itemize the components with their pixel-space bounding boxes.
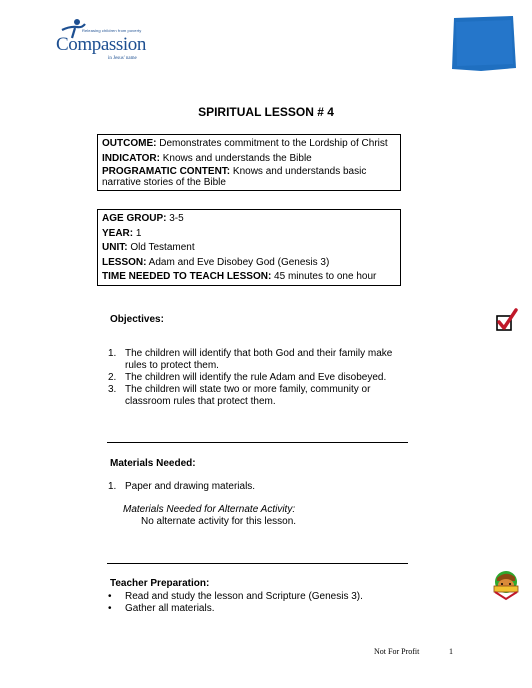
page-title: SPIRITUAL LESSON # 4 bbox=[198, 105, 334, 119]
logo-wordmark: Compassion bbox=[56, 34, 146, 55]
outcome-line: OUTCOME: Demonstrates commitment to the Lordship of Christ bbox=[102, 138, 388, 149]
content-line: PROGRAMATIC CONTENT: Knows and understands basic narrative stories of the Bible bbox=[102, 166, 367, 188]
list-item: • Gather all materials. bbox=[108, 603, 215, 614]
logo-tagline: Releasing children from poverty bbox=[82, 28, 142, 33]
page-number: 1 bbox=[449, 647, 453, 656]
teacher-prep-heading: Teacher Preparation: bbox=[110, 578, 210, 589]
alternate-materials-text: No alternate activity for this lesson. bbox=[141, 516, 297, 527]
year-line: YEAR: 1 bbox=[102, 227, 142, 239]
outcome-box bbox=[97, 134, 401, 191]
section-divider bbox=[107, 442, 408, 443]
list-item: 2. The children will identify the rule Adam and Eve disobeyed. bbox=[108, 372, 387, 383]
lesson-info-box bbox=[97, 209, 401, 286]
section-divider bbox=[107, 563, 408, 564]
footer-text: Not For Profit bbox=[374, 647, 420, 656]
objectives-heading: Objectives: bbox=[110, 314, 164, 325]
time-line: TIME NEEDED TO TEACH LESSON: 45 minutes to one hour bbox=[102, 271, 377, 282]
materials-heading: Materials Needed: bbox=[110, 458, 196, 469]
reading-child-icon bbox=[491, 569, 521, 605]
list-item: 1. The children will identify that both God and their family make rules to protect them. bbox=[108, 348, 393, 371]
logo-subtitle: in Jesus' name bbox=[108, 56, 137, 61]
list-item: 3. The children will state two or more family, community or classroom rules that protect them. bbox=[108, 384, 371, 407]
lesson-line: LESSON: Adam and Eve Disobey God (Genesis 3) bbox=[102, 256, 330, 268]
materials-list bbox=[108, 481, 408, 493]
list-item: 1. Paper and drawing materials. bbox=[108, 481, 256, 492]
unit-line: UNIT: Old Testament bbox=[102, 242, 195, 253]
alternate-materials-heading: Materials Needed for Alternate Activity: bbox=[123, 504, 296, 515]
objectives-list bbox=[108, 348, 408, 408]
age-group-line: AGE GROUP: 3-5 bbox=[102, 213, 184, 224]
teacher-prep-list bbox=[108, 591, 408, 615]
list-item: • Read and study the lesson and Scripture (Genesis 3). bbox=[108, 591, 363, 602]
blue-decoration bbox=[451, 16, 516, 71]
indicator-line: INDICATOR: Knows and understands the Bible bbox=[102, 152, 312, 164]
checkmark-box-icon bbox=[496, 308, 518, 332]
